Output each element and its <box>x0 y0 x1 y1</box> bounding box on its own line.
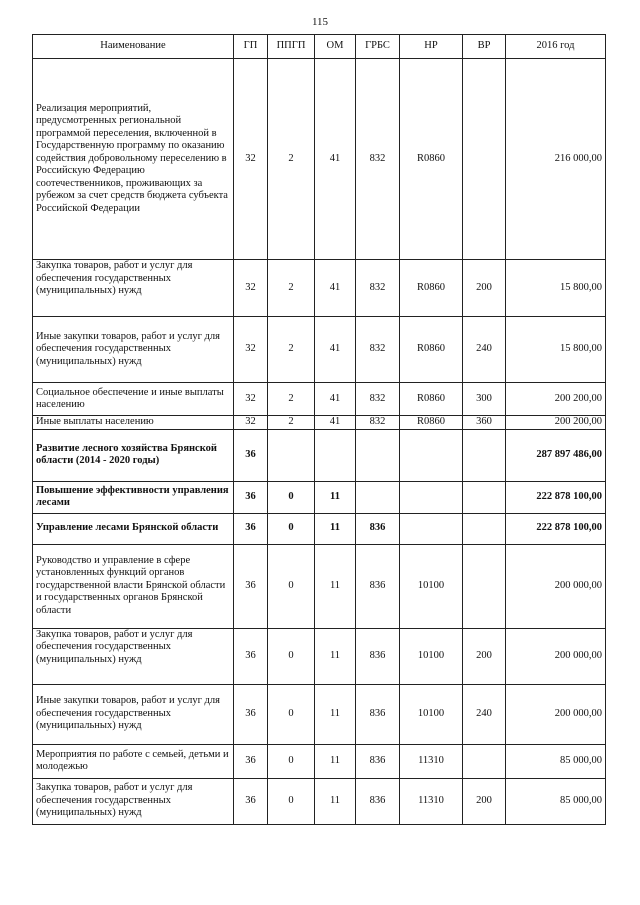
row-om: 11 <box>315 544 356 628</box>
header-vr: ВР <box>463 35 506 59</box>
row-np <box>400 513 463 544</box>
row-name: Иные закупки товаров, работ и услуг для обеспечения государственных (муниципальных) нужд <box>33 684 234 744</box>
row-om: 41 <box>315 59 356 260</box>
row-grbs: 836 <box>356 513 400 544</box>
row-ppgp: 0 <box>268 481 315 513</box>
table-row <box>33 429 606 481</box>
header-gp: ГП <box>234 35 268 59</box>
row-ppgp: 2 <box>268 317 315 383</box>
row-amount: 85 000,00 <box>506 778 606 824</box>
row-om: 41 <box>315 383 356 416</box>
row-ppgp: 2 <box>268 59 315 260</box>
row-om: 11 <box>315 684 356 744</box>
row-om: 11 <box>315 513 356 544</box>
row-ppgp: 0 <box>268 778 315 824</box>
row-gp: 32 <box>234 59 268 260</box>
header-row <box>33 35 606 59</box>
table-row <box>33 317 606 383</box>
row-grbs: 836 <box>356 628 400 684</box>
row-grbs: 836 <box>356 778 400 824</box>
row-np: R0860 <box>400 59 463 260</box>
row-grbs: 836 <box>356 684 400 744</box>
row-ppgp <box>268 429 315 481</box>
row-gp: 36 <box>234 684 268 744</box>
row-ppgp: 2 <box>268 260 315 317</box>
row-amount: 216 000,00 <box>506 59 606 260</box>
row-grbs: 836 <box>356 544 400 628</box>
row-amount: 200 200,00 <box>506 416 606 430</box>
row-name: Закупка товаров, работ и услуг для обеспечения государственных (муниципальных) нужд <box>33 778 234 824</box>
row-om: 11 <box>315 481 356 513</box>
row-np: 10100 <box>400 544 463 628</box>
row-grbs <box>356 481 400 513</box>
row-amount: 222 878 100,00 <box>506 513 606 544</box>
row-name: Руководство и управление в сфере установленных функций органов государственной власти Брянской области и государственных органов Брянской области <box>33 544 234 628</box>
row-grbs: 832 <box>356 59 400 260</box>
header-name: Наименование <box>33 35 234 59</box>
table-row <box>33 513 606 544</box>
row-vr <box>463 513 506 544</box>
row-om: 41 <box>315 416 356 430</box>
header-year: 2016 год <box>506 35 606 59</box>
row-np: 11310 <box>400 778 463 824</box>
table-row <box>33 544 606 628</box>
row-name: Закупка товаров, работ и услуг для обеспечения государственных (муниципальных) нужд <box>33 260 234 317</box>
row-np <box>400 481 463 513</box>
row-ppgp: 0 <box>268 684 315 744</box>
row-gp: 36 <box>234 744 268 778</box>
row-amount: 200 000,00 <box>506 628 606 684</box>
row-om <box>315 429 356 481</box>
table-row <box>33 59 606 260</box>
row-gp: 32 <box>234 317 268 383</box>
row-gp: 36 <box>234 429 268 481</box>
row-gp: 36 <box>234 481 268 513</box>
budget-table <box>32 34 606 825</box>
header-ppgp: ППГП <box>268 35 315 59</box>
row-om: 11 <box>315 744 356 778</box>
table-row <box>33 383 606 416</box>
table-row <box>33 684 606 744</box>
row-np: R0860 <box>400 383 463 416</box>
row-vr: 240 <box>463 317 506 383</box>
row-vr <box>463 481 506 513</box>
row-gp: 32 <box>234 260 268 317</box>
row-grbs: 836 <box>356 744 400 778</box>
row-gp: 32 <box>234 383 268 416</box>
row-vr <box>463 744 506 778</box>
page-number: 115 <box>311 16 329 28</box>
row-grbs: 832 <box>356 260 400 317</box>
row-name: Повышение эффективности управления лесами <box>33 481 234 513</box>
row-np <box>400 429 463 481</box>
row-om: 41 <box>315 260 356 317</box>
table-row <box>33 481 606 513</box>
row-amount: 15 800,00 <box>506 260 606 317</box>
row-gp: 36 <box>234 628 268 684</box>
row-np: 11310 <box>400 744 463 778</box>
row-np: 10100 <box>400 684 463 744</box>
row-vr: 240 <box>463 684 506 744</box>
row-gp: 36 <box>234 778 268 824</box>
row-amount: 15 800,00 <box>506 317 606 383</box>
table-row <box>33 260 606 317</box>
row-np: 10100 <box>400 628 463 684</box>
row-vr: 200 <box>463 778 506 824</box>
row-gp: 36 <box>234 513 268 544</box>
row-name: Социальное обеспечение и иные выплаты населению <box>33 383 234 416</box>
row-grbs <box>356 429 400 481</box>
row-ppgp: 0 <box>268 544 315 628</box>
table-row <box>33 416 606 430</box>
row-ppgp: 2 <box>268 383 315 416</box>
row-amount: 222 878 100,00 <box>506 481 606 513</box>
row-np: R0860 <box>400 260 463 317</box>
row-np: R0860 <box>400 416 463 430</box>
row-om: 11 <box>315 778 356 824</box>
row-gp: 32 <box>234 416 268 430</box>
table-row <box>33 628 606 684</box>
row-name: Иные закупки товаров, работ и услуг для обеспечения государственных (муниципальных) нужд <box>33 317 234 383</box>
row-name: Управление лесами Брянской области <box>33 513 234 544</box>
row-name: Реализация мероприятий, предусмотренных региональной программой переселения, включенной в Государственную программу по оказанию содействия добровольному переселению в Российскую Федерацию соотечественников, проживающих за рубежом за счет средств бюджета субъекта Российской Федерации <box>33 59 234 260</box>
row-ppgp: 0 <box>268 628 315 684</box>
row-vr <box>463 429 506 481</box>
row-grbs: 832 <box>356 383 400 416</box>
row-amount: 200 200,00 <box>506 383 606 416</box>
row-vr: 360 <box>463 416 506 430</box>
row-gp: 36 <box>234 544 268 628</box>
row-grbs: 832 <box>356 317 400 383</box>
row-om: 41 <box>315 317 356 383</box>
row-ppgp: 0 <box>268 513 315 544</box>
header-grbs: ГРБС <box>356 35 400 59</box>
row-vr <box>463 544 506 628</box>
row-amount: 200 000,00 <box>506 684 606 744</box>
row-vr <box>463 59 506 260</box>
row-np: R0860 <box>400 317 463 383</box>
row-ppgp: 2 <box>268 416 315 430</box>
row-name: Иные выплаты населению <box>33 416 234 430</box>
row-name: Закупка товаров, работ и услуг для обеспечения государственных (муниципальных) нужд <box>33 628 234 684</box>
header-om: ОМ <box>315 35 356 59</box>
row-vr: 200 <box>463 260 506 317</box>
header-np: НР <box>400 35 463 59</box>
row-name: Мероприятия по работе с семьей, детьми и молодежью <box>33 744 234 778</box>
row-om: 11 <box>315 628 356 684</box>
row-amount: 200 000,00 <box>506 544 606 628</box>
table-row <box>33 744 606 778</box>
table-row <box>33 778 606 824</box>
row-vr: 200 <box>463 628 506 684</box>
row-vr: 300 <box>463 383 506 416</box>
row-grbs: 832 <box>356 416 400 430</box>
row-name: Развитие лесного хозяйства Брянской области (2014 - 2020 годы) <box>33 429 234 481</box>
row-amount: 85 000,00 <box>506 744 606 778</box>
row-amount: 287 897 486,00 <box>506 429 606 481</box>
row-ppgp: 0 <box>268 744 315 778</box>
